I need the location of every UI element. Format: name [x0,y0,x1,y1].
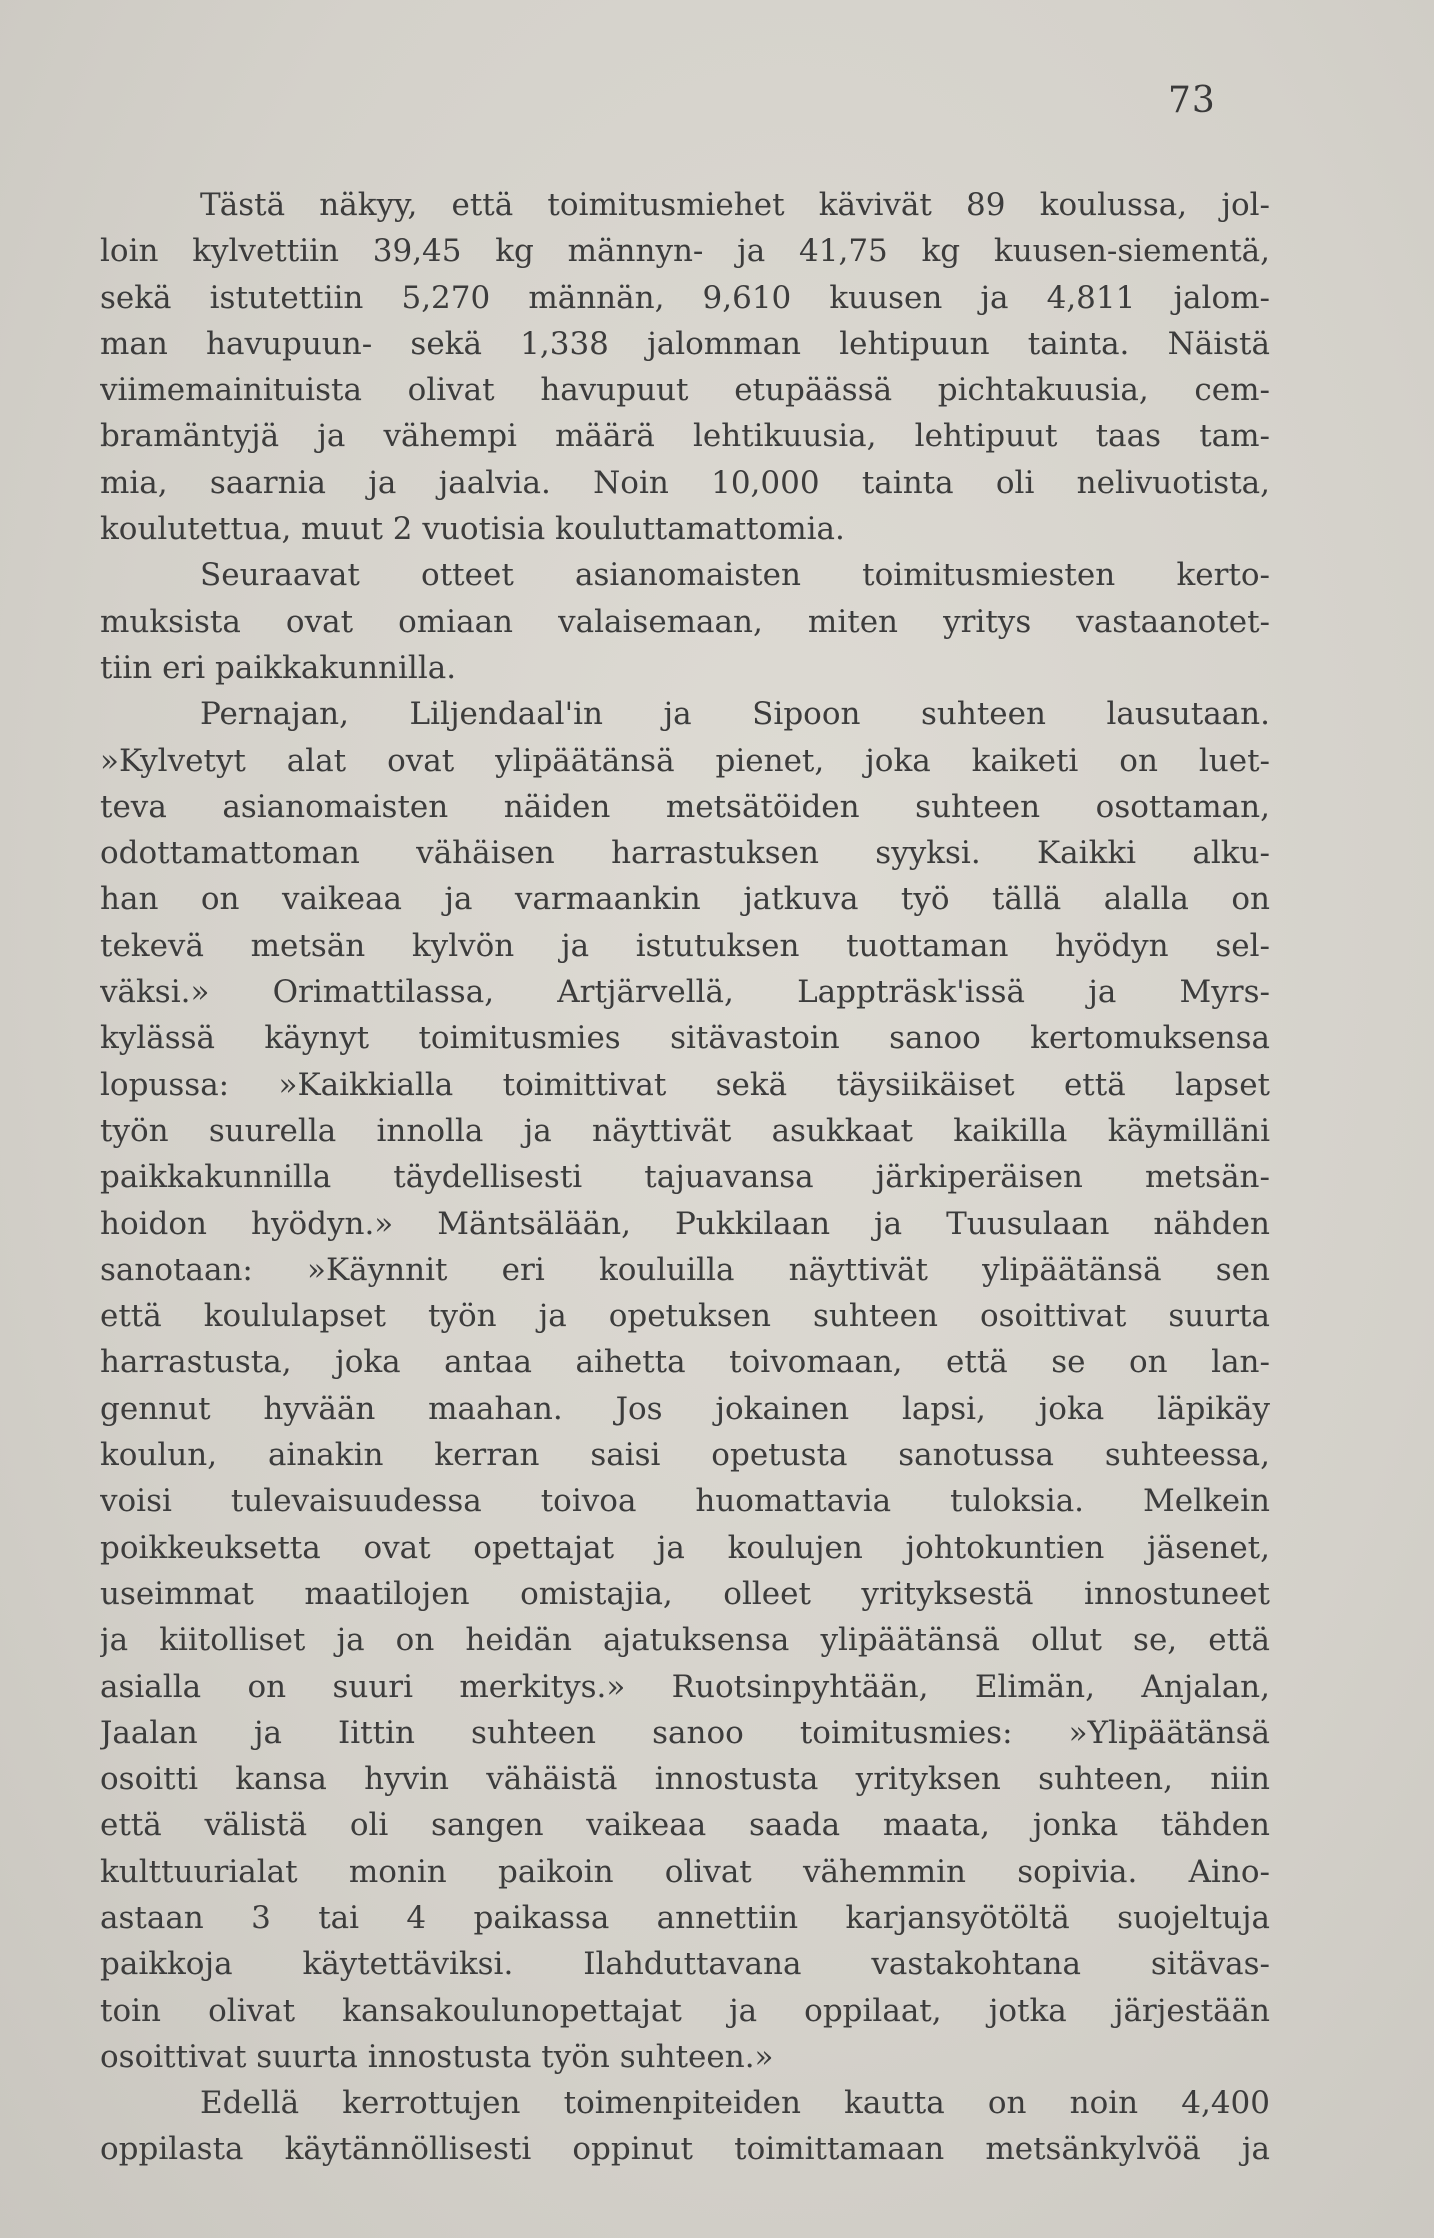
text-line: Pernajan, Liljendaal'in ja Sipoon suhteen lausutaan. [200,696,1270,733]
text-line: Jaalan ja Iittin suhteen sanoo toimitusmies: »Ylipäätänsä [100,1714,1270,1751]
text-line: hoidon hyödyn.» Mäntsälään, Pukkilaan ja Tuusulaan nähden [100,1205,1270,1242]
text-line: useimmat maatilojen omistajia, olleet yrityksestä innostuneet [100,1575,1270,1612]
text-line: oppilasta käytännöllisesti oppinut toimittamaan metsänkylvöä ja [100,2131,1270,2168]
text-line: että välistä oli sangen vaikeaa saada maata, jonka tähden [100,1807,1270,1844]
text-line: han on vaikeaa ja varmaankin jatkuva työ tällä alalla on [100,881,1270,918]
text-line: sanotaan: »Käynnit eri kouluilla näyttivät ylipäätänsä sen [100,1251,1270,1288]
text-line: voisi tulevaisuudessa toivoa huomattavia tuloksia. Melkein [100,1483,1270,1520]
text-line: työn suurella innolla ja näyttivät asukkaat kaikilla käymilläni [100,1112,1270,1149]
body-text [100,182,1270,2173]
text-line: muksista ovat omiaan valaisemaan, miten yritys vastaanotet- [100,603,1270,640]
text-line: koulutettua, muut 2 vuotisia kouluttamattomia. [100,511,845,548]
text-line: paikkoja käytettäviksi. Ilahduttavana vastakohtana sitävas- [100,1946,1270,1983]
text-line: viimemainituista olivat havupuut etupäässä pichtakuusia, cem- [100,372,1270,409]
text-line: astaan 3 tai 4 paikassa annettiin karjansyötöltä suojeltuja [100,1899,1270,1936]
page-number: 73 [1168,80,1216,121]
text-line: kulttuurialat monin paikoin olivat vähemmin sopivia. Aino- [100,1853,1270,1890]
text-line: Edellä kerrottujen toimenpiteiden kautta on noin 4,400 [200,2085,1270,2122]
text-line: osoittivat suurta innostusta työn suhteen.» [100,2038,774,2075]
text-line: paikkakunnilla täydellisesti tajuavansa järkiperäisen metsän- [100,1159,1270,1196]
text-line: ja kiitolliset ja on heidän ajatuksensa ylipäätänsä ollut se, että [100,1622,1270,1659]
text-line: tekevä metsän kylvön ja istutuksen tuottaman hyödyn sel- [100,927,1270,964]
text-line: tiin eri paikkakunnilla. [100,649,457,686]
text-line: loin kylvettiin 39,45 kg männyn- ja 41,75 kg kuusen-siementä, [100,233,1270,270]
text-line: toin olivat kansakoulunopettajat ja oppilaat, jotka järjestään [100,1992,1270,2029]
text-line: lopussa: »Kaikkialla toimittivat sekä täysiikäiset että lapset [100,1066,1270,1103]
text-line: poikkeuksetta ovat opettajat ja koulujen johtokuntien jäsenet, [100,1529,1270,1566]
text-line: Seuraavat otteet asianomaisten toimitusmiesten kerto- [200,557,1270,594]
text-line: odottamattoman vähäisen harrastuksen syyksi. Kaikki alku- [100,835,1270,872]
text-line: mia, saarnia ja jaalvia. Noin 10,000 tainta oli nelivuotista, [100,464,1270,501]
text-line: asialla on suuri merkitys.» Ruotsinpyhtään, Elimän, Anjalan, [100,1668,1270,1705]
text-line: harrastusta, joka antaa aihetta toivomaan, että se on lan- [100,1344,1270,1381]
text-line: väksi.» Orimattilassa, Artjärvellä, Lappträsk'issä ja Myrs- [100,974,1270,1011]
text-line: teva asianomaisten näiden metsätöiden suhteen osottaman, [100,788,1270,825]
text-line: »Kylvetyt alat ovat ylipäätänsä pienet, joka kaiketi on luet- [100,742,1270,779]
text-line: koulun, ainakin kerran saisi opetusta sanotussa suhteessa, [100,1437,1270,1474]
text-line: kylässä käynyt toimitusmies sitävastoin sanoo kertomuksensa [100,1020,1270,1057]
text-line: gennut hyvään maahan. Jos jokainen lapsi, joka läpikäy [100,1390,1270,1427]
text-line: osoitti kansa hyvin vähäistä innostusta yrityksen suhteen, niin [100,1761,1270,1798]
text-line: että koululapset työn ja opetuksen suhteen osoittivat suurta [100,1298,1270,1335]
text-line: bramäntyjä ja vähempi määrä lehtikuusia, lehtipuut taas tam- [100,418,1270,455]
text-line: sekä istutettiin 5,270 männän, 9,610 kuusen ja 4,811 jalom- [100,279,1270,316]
text-line: Tästä näkyy, että toimitusmiehet kävivät 89 koulussa, jol- [200,187,1270,223]
text-line: man havupuun- sekä 1,338 jalomman lehtipuun tainta. Näistä [100,325,1270,362]
